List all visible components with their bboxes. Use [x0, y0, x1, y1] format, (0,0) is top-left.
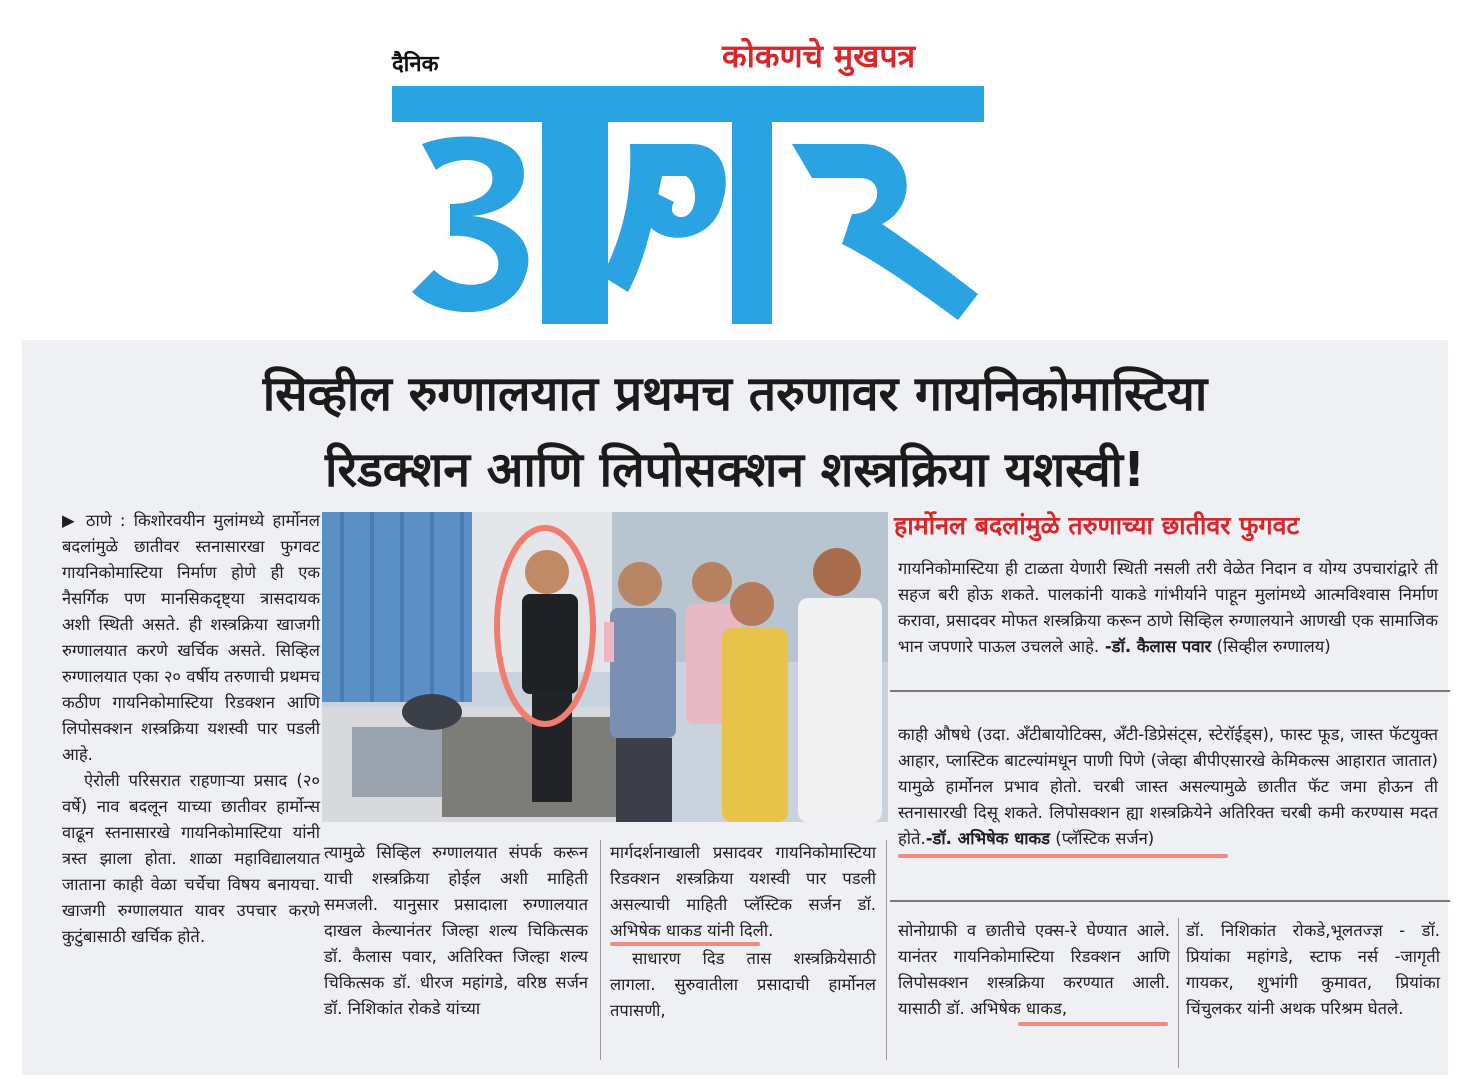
masthead-daily-label: दैनिक — [392, 52, 439, 77]
sidebar-divider — [890, 900, 1450, 902]
newspaper-clipping — [22, 340, 1448, 1075]
highlight-underline — [1018, 1022, 1168, 1026]
sidebar-quote-1 — [898, 556, 1438, 660]
sidebar-2-text: काही औषधे (उदा. अँटीबायोटिक्स, अँटी-डिप्रेसंट्स, स्टेरॉईड्स), फास्ट फूड, जास्त फॅटयुक्त आहार, प्लास्टिक बाटल्यांमधून पाणी पिणे (जेव्हा बीपीएसारखे केमिकल्स आहारात जातात) यामुळे हार्मोनल प्रभाव होतो. चरबी जास्त असल्यामुळे छातीत फॅट जमा होऊन ती स्तनासारखी दिसू शकते. लिपोसक्शन ह्या शस्त्रक्रियेने अतिरिक्त चरबी कमी करण्यास मदत होते. — [898, 725, 1438, 848]
column-divider — [1178, 918, 1179, 1068]
sidebar-1-org: (सिव्हील रुग्णालय) — [1211, 637, 1331, 656]
column-divider — [600, 840, 601, 1060]
sidebar-divider — [890, 690, 1450, 692]
sidebar-1-text: गायनिकोमास्टिया ही टाळता येणारी स्थिती नसली तरी वेळेत निदान व योग्य उपचारांद्वारे ती सहज बरी होऊ शकते. पालकांनी याकडे गांभीर्याने पाहून मुलांमध्ये आत्मविश्वास निर्माण करावा, प्रसादवर मोफत शस्त्रक्रिया करून ठाणे सिव्हिल रुग्णालयाने आणखी एक सामाजिक भान जपणारे पाऊल उचलले आहे. — [898, 559, 1438, 656]
column-2-text: त्यामुळे सिव्हिल रुग्णालयात संपर्क करून याची शस्त्रक्रिया होईल अशी माहिती समजली. यानुसार प्रसादाला रुग्णालयात दाखल केल्यानंतर जिल्हा शल्य चिकित्सक डॉ. कैलास पवार, अतिरिक्त जिल्हा शल्य चिकित्सक डॉ. धीरज महांगडे, वरिष्ठ सर्जन डॉ. निशिकांत रोकडे यांच्या — [324, 843, 588, 1018]
sidebar-subheading: हार्मोनल बदलांमुळे तरुणाच्या छातीवर फुगवट — [894, 511, 1300, 540]
surgeon-name: डॉ. अभिषेक धाकड, — [946, 999, 1068, 1018]
column-divider — [886, 840, 887, 1060]
column-3-text-b: यांनी दिली. — [707, 921, 774, 940]
sidebar-1-author: -डॉ. कैलास पवार — [1099, 637, 1212, 656]
sidebar-2-author: -डॉ. अभिषेक धाकड — [925, 829, 1051, 848]
highlight-underline — [898, 854, 1228, 858]
column-3-text — [610, 840, 876, 944]
column-1-paragraph-1: ▶ ठाणे : किशोरवयीन मुलांमध्ये हार्मोनल बदलांमुळे छातीवर स्तनासारखा फुगवट गायनिकोमास्टिया निर्माण होणे ही एक नैसर्गिक पण मानसिकदृष्ट्या त्रासदायक अशी स्थिती असते. ही शस्त्रक्रिया खाजगी रुग्णालयात करणे खर्चिक असते. सिव्हिल रुग्णालयात एका २० वर्षीय तरुणाची प्रथमच कठीण गायनिकोमास्टिया रिडक्शन आणि लिपोसक्शन शस्त्रक्रिया यशस्वी पार पडली आहे. — [62, 511, 320, 764]
article-column-2 — [324, 840, 588, 1022]
masthead-tagline: कोकणचे मुखपत्र — [722, 37, 916, 75]
article-column-5 — [1186, 918, 1440, 1022]
news-photo — [322, 512, 888, 822]
surgeon-name: डॉ. अभिषेक धाकड — [610, 895, 876, 940]
column-3-text-a: मार्गदर्शनाखाली प्रसादवर गायनिकोमास्टिया रिडक्शन शस्त्रक्रिया यशस्वी पार पडली असल्याची माहिती प्लॅस्टिक सर्जन — [610, 843, 876, 914]
column-4-text: सोनोग्राफी व छातीचे एक्स-रे घेण्यात आले. यानंतर गायनिकोमास्टिया रिडक्शन आणि लिपोसक्शन शस्त्रक्रिया करण्यात आली. यासाठी — [898, 921, 1170, 1018]
sidebar-2-org: (प्लॅस्टिक सर्जन) — [1050, 829, 1155, 848]
article-column-4 — [898, 918, 1170, 1026]
sidebar-quote-2 — [898, 722, 1438, 858]
column-3-text-c: साधारण दिड तास शस्त्रक्रियेसाठी लागला. सुरुवातीला प्रसादाची हार्मोनल तपासणी, — [610, 949, 876, 1020]
headline-line-1: सिव्हील रुग्णालयात प्रथमच तरुणावर गायनिकोमास्टिया — [262, 366, 1208, 422]
column-1-paragraph-2: ऐरोली परिसरात राहणाऱ्या प्रसाद (२० वर्षे) नाव बदलून याच्या छातीवर हार्मोन्स वाढून स्तनासारखे गायनिकोमास्टिया यांनी त्रस्त झाला होता. शाळा महाविद्यालयात जाताना काही वेळा चर्चेचा विषय बनायचा. खाजगी रुग्णालयात यावर उपचार करणे कुटुंबासाठी खर्चिक होते. — [62, 771, 320, 946]
article-column-1 — [62, 508, 320, 950]
newspaper-logo — [392, 84, 984, 334]
headline-line-2: रिडक्शन आणि लिपोसक्शन शस्त्रक्रिया यशस्वी! — [325, 442, 1145, 498]
column-5-text: डॉ. निशिकांत रोकडे,भूलतज्ज्ञ - डॉ. प्रियांका महांगडे, स्टाफ नर्स -जागृती गायकर, शुभांगी कुमावत, प्रियांका चिंचुलकर यांनी अथक परिश्रम घेतले. — [1186, 921, 1440, 1018]
masthead — [0, 0, 1480, 338]
article-column-3 — [610, 840, 876, 1024]
